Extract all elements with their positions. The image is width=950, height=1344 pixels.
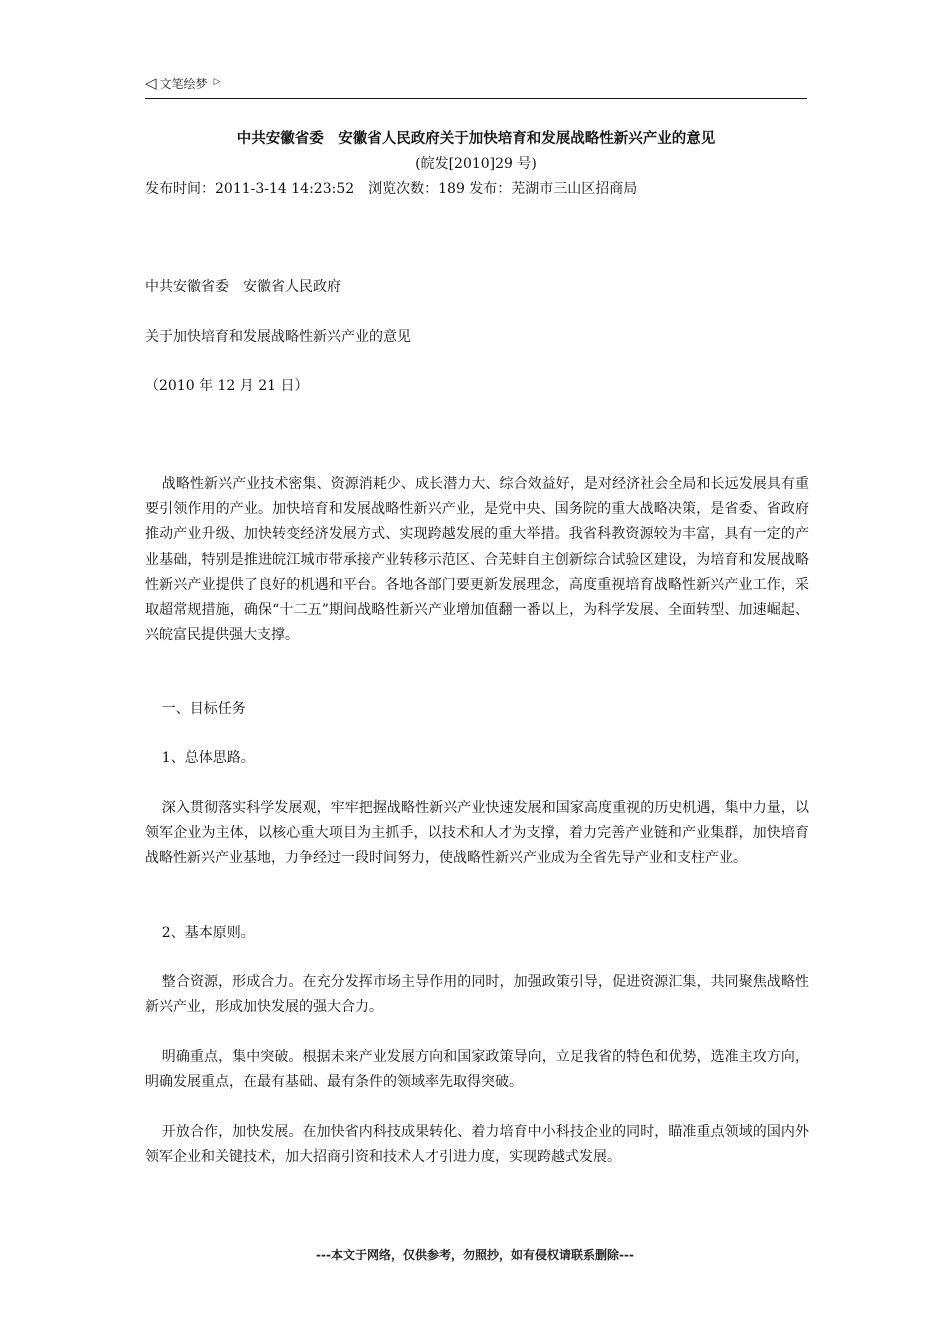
brand	[145, 75, 807, 92]
article-title: 中共安徽省委 安徽省人民政府关于加快培育和发展战略性新兴产业的意见	[236, 131, 716, 147]
subject: 关于加快培育和发展战略性新兴产业的意见	[145, 329, 411, 345]
item-heading: 2、基本原则。	[161, 925, 255, 941]
doc-number: (皖发[2010]29 号)	[415, 156, 537, 172]
issue-date: （2010 年 12 月 21 日）	[145, 378, 309, 394]
issuer: 中共安徽省委 安徽省人民政府	[145, 279, 341, 295]
principle-paragraph: 明确重点，集中突破。根据未来产业发展方向和国家政策导向，立足我省的特色和优势，选准主攻方向，明确发展重点，在最有基础、最有条件的领域率先取得突破。	[145, 1049, 809, 1091]
page-header	[145, 75, 807, 97]
publish-meta: 发布时间：2011-3-14 14:23:52 浏览次数：189 发布：芜湖市三山区招商局	[145, 181, 638, 197]
footer-notice: ---本文于网络，仅供参考，勿照抄，如有侵权请联系删除---	[316, 1248, 634, 1262]
item-heading: 1、总体思路。	[161, 750, 255, 766]
brand-name: 文笔绘梦	[159, 77, 208, 91]
principle-paragraph: 开放合作，加快发展。在加快省内科技成果转化、着力培育中小科技企业的同时，瞄准重点领域的国内外领军企业和关键技术，加大招商引资和技术人才引进力度，实现跨越式发展。	[145, 1124, 809, 1166]
item-paragraph: 深入贯彻落实科学发展观，牢牢把握战略性新兴产业快速发展和国家高度重视的历史机遇，集中力量，以领军企业为主体，以核心重大项目为主抓手，以技术和人才为支撑，着力完善产业链和产业集群，加快培育战略性新兴产业基地，力争经过一段时间努力，使战略性新兴产业成为全省先导产业和支柱产业。	[145, 800, 809, 867]
header-divider	[145, 98, 807, 99]
triangle-right-icon: ▷	[213, 76, 221, 87]
triangle-left-icon: ◁	[145, 74, 157, 92]
intro-paragraph: 战略性新兴产业技术密集、资源消耗少、成长潜力大、综合效益好，是对经济社会全局和长远发展具有重要引领作用的产业。加快培育和发展战略性新兴产业，是党中央、国务院的重大战略决策，是省委、省政府推动产业升级、加快转变经济发展方式、实现跨越发展的重大举措。我省科教资源较为丰富，具有一定的产业基础，特别是推进皖江城市带承接产业转移示范区、合芜蚌自主创新综合试验区建设，为培育和发展战略性新兴产业提供了良好的机遇和平台。各地各部门要更新发展理念，高度重视培育战略性新兴产业工作，采取超常规措施，确保“十二五”期间战略性新兴产业增加值翻一番以上，为科学发展、全面转型、加速崛起、兴皖富民提供强大支撑。	[145, 476, 809, 644]
section-heading: 一、目标任务	[161, 701, 246, 717]
principle-paragraph: 整合资源，形成合力。在充分发挥市场主导作用的同时，加强政策引导，促进资源汇集，共同聚焦战略性新兴产业，形成加快发展的强大合力。	[145, 974, 809, 1016]
